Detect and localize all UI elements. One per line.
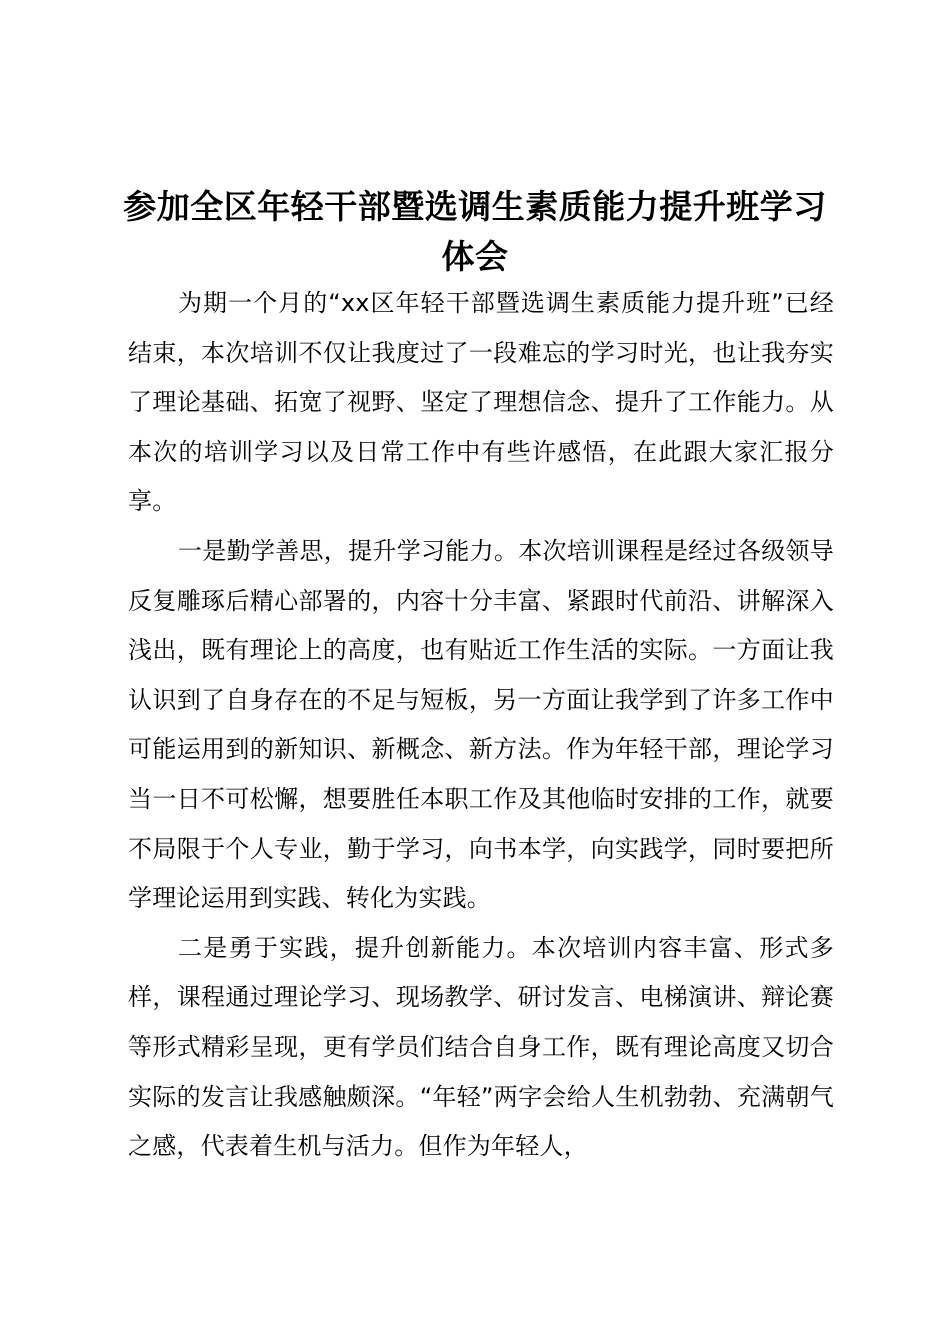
paragraph-intro: 为期一个月的“xx区年轻干部暨选调生素质能力提升班”已经结束，本次培训不仅让我度过了一段难忘的学习时光，也让我夯实了理论基础、拓宽了视野、坚定了理想信念、提升了工作能力。从本次的培训学习以及日常工作中有些许感悟，在此跟大家汇报分享。 (128, 289, 834, 516)
paragraph-study-ability: 一是勤学善思，提升学习能力。本次培训课程是经过各级领导反复雕琢后精心部署的，内容十分丰富、紧跟时代前沿、讲解深入浅出，既有理论上的高度，也有贴近工作生活的实际。一方面让我认识到了自身存在的不足与短板，另一方面让我学到了许多工作中可能运用到的新知识、新概念、新方法。作为年轻干部，理论学习当一日不可松懈，想要胜任本职工作及其他临时安排的工作，就要不局限于个人专业，勤于学习，向书本学，向实践学，同时要把所学理论运用到实践、转化为实践。 (128, 536, 834, 913)
document-body (128, 279, 834, 1172)
document-title: 参加全区年轻干部暨选调生素质能力提升班学习体会 (123, 187, 827, 276)
paragraph-innovation-ability: 二是勇于实践，提升创新能力。本次培训内容丰富、形式多样，课程通过理论学习、现场教学、研讨发言、电梯演讲、辩论赛等形式精彩呈现，更有学员们结合自身工作，既有理论高度又切合实际的发言让我感触颇深。“年轻”两字会给人生机勃勃、充满朝气之感，代表着生机与活力。但作为年轻人， (128, 933, 834, 1161)
